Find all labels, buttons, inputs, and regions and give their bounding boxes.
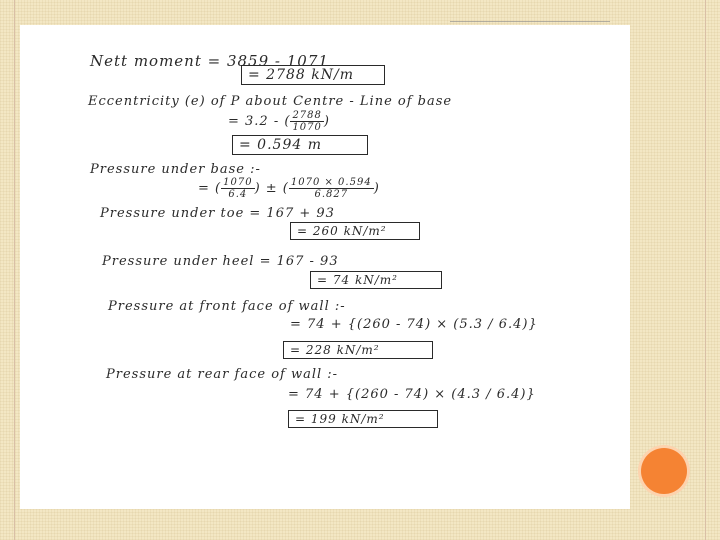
rear-face-result: = 199 kN/m² [295,412,385,426]
front-face-result-box [283,341,433,359]
pressure-heel-result: = 74 kN/m² [317,273,398,287]
top-rule [450,21,610,22]
rear-face-result-box [288,410,438,428]
pub-frac1-num: 1070 [223,177,253,188]
pressure-heel-line: Pressure under heel = 167 - 93 [102,254,339,269]
eccentricity-heading: Eccentricity (e) of P about Centre - Line of base [88,94,453,109]
pub-frac2-num: 1070 × 0.594 [290,177,372,188]
nett-moment-result: = 2788 kN/m [248,67,354,83]
front-face-heading: Pressure at front face of wall :- [108,299,346,314]
rear-face-heading: Pressure at rear face of wall :- [106,367,339,382]
eccentricity-equation [228,110,330,133]
slide-frame-right [705,0,720,540]
ecc-eq-prefix: = 3.2 - ( [228,114,291,129]
eccentricity-result: = 0.594 m [239,137,322,153]
ecc-eq-suffix: ) [323,114,330,129]
nett-moment-line: Nett moment = 3859 - 1071 [90,52,329,70]
pressure-under-base-heading: Pressure under base :- [90,162,261,177]
slide-frame-left [0,0,15,540]
pub-frac1-den: 6.4 [228,189,248,200]
pub-fraction-1 [221,177,254,200]
orange-circle-decoration [641,448,687,494]
ecc-fraction [290,110,323,133]
pub-eq-suffix: ) [373,181,380,196]
ecc-frac-den: 1070 [292,122,322,133]
pub-fraction-2 [289,177,374,200]
ecc-frac-num: 2788 [292,110,322,121]
pub-eq-prefix: = ( [198,181,222,196]
rear-face-equation: = 74 + {(260 - 74) × (4.3 / 6.4)} [288,387,536,402]
pressure-toe-result: = 260 kN/m² [297,224,387,238]
pressure-toe-result-box [290,222,420,240]
pressure-under-base-equation [198,177,380,200]
pub-frac2-den: 6.827 [314,189,349,200]
eccentricity-result-box [232,135,368,155]
pressure-toe-line: Pressure under toe = 167 + 93 [100,206,335,221]
pressure-heel-result-box [310,271,442,289]
front-face-result: = 228 kN/m² [290,343,380,357]
front-face-equation: = 74 + {(260 - 74) × (5.3 / 6.4)} [290,317,538,332]
nett-moment-result-box [241,65,385,85]
handwritten-page [20,25,630,509]
pub-eq-mid: ) ± ( [254,181,289,196]
